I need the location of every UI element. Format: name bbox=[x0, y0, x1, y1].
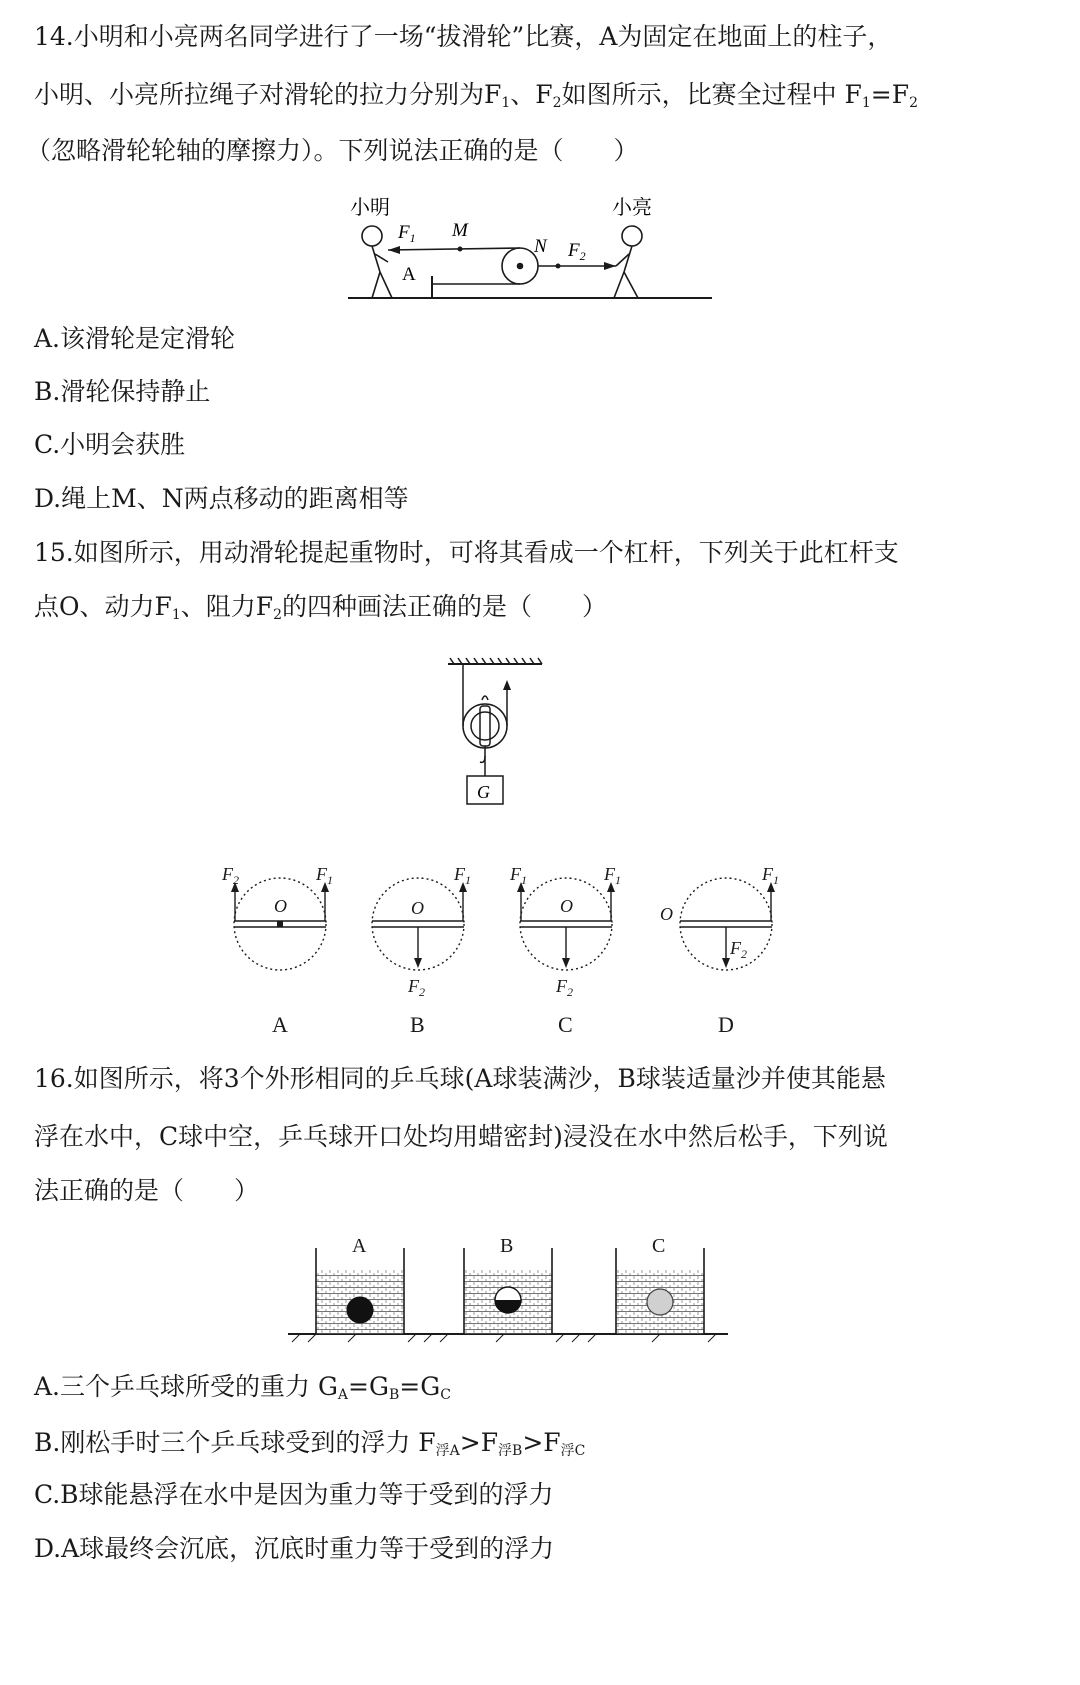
q14-a-label: A bbox=[402, 264, 416, 285]
q16-label-c: C bbox=[652, 1235, 666, 1257]
q14-option-a: A.该滑轮是定滑轮 bbox=[34, 324, 236, 353]
q16-opt-a-eq2: =G bbox=[399, 1372, 441, 1401]
q14-line-2 bbox=[34, 80, 918, 118]
q15-d-f1-label: $F_1$ bbox=[762, 864, 779, 887]
q14-line-3: （忽略滑轮轮轴的摩擦力）。下列说法正确的是（ ） bbox=[26, 136, 639, 165]
q14-text-a: 小明、小亮所拉绳子对滑轮的拉力分别为F bbox=[34, 80, 502, 109]
q14-figure bbox=[340, 196, 720, 316]
q14-option-c: C.小明会获胜 bbox=[34, 430, 186, 459]
q14-option-d: D.绳上M、N两点移动的距离相等 bbox=[34, 484, 409, 513]
q16-option-d: D.A球最终会沉底，沉底时重力等于受到的浮力 bbox=[34, 1534, 555, 1563]
q16-opt-b-sub-a: 浮A bbox=[435, 1443, 460, 1459]
q15-text-b: 、阻力F bbox=[180, 592, 274, 621]
q14-text-b: 、F bbox=[510, 80, 553, 109]
q16-opt-a-sub-c: C bbox=[440, 1387, 451, 1403]
q15-a-f1-label: $F_1$ bbox=[316, 864, 333, 887]
q16-label-a: A bbox=[352, 1235, 367, 1257]
q15-label-a: A bbox=[272, 1012, 288, 1037]
q15-label-b: B bbox=[410, 1012, 425, 1037]
q14-sub-3: 1 bbox=[861, 95, 871, 111]
q15-d-f2-label: $F_2$ bbox=[730, 938, 747, 961]
q15-sub-1: 1 bbox=[171, 607, 181, 623]
q14-text-c: 如图所示，比赛全过程中 F bbox=[561, 80, 862, 109]
q15-d-o-label: O bbox=[660, 904, 673, 924]
q15-b-f2-label: $F_2$ bbox=[408, 976, 425, 999]
q16-option-c: C.B球能悬浮在水中是因为重力等于受到的浮力 bbox=[34, 1480, 554, 1509]
q15-pulley-figure bbox=[440, 656, 550, 812]
q14-n-label: N bbox=[534, 236, 547, 257]
q14-f2-label: $F_2$ bbox=[568, 240, 586, 263]
q15-label-c: C bbox=[558, 1012, 573, 1037]
q15-b-f1-label: $F_1$ bbox=[454, 864, 471, 887]
q16-opt-a-sub-a: A bbox=[337, 1387, 349, 1403]
q15-line-1: 15.如图所示，用动滑轮提起重物时，可将其看成一个杠杆，下列关于此杠杆支 bbox=[34, 538, 899, 567]
q15-a-o-label: O bbox=[274, 896, 287, 916]
q15-sub-2: 2 bbox=[273, 607, 283, 623]
q16-option-b bbox=[34, 1428, 585, 1466]
q15-c-f1-right-label: $F_1$ bbox=[604, 864, 621, 887]
q16-line-2: 浮在水中，C球中空，乒乓球开口处均用蜡密封)浸没在水中然后松手，下列说 bbox=[34, 1122, 888, 1151]
q15-line-2 bbox=[34, 592, 607, 630]
q16-opt-a-sub-b: B bbox=[388, 1387, 400, 1403]
q14-sub-2: 2 bbox=[552, 95, 562, 111]
q14-left-person-label: 小明 bbox=[350, 197, 390, 219]
q14-text-d: =F bbox=[870, 80, 910, 109]
q15-a-f2-label: $F_2$ bbox=[222, 864, 239, 887]
q16-opt-a-text: A.三个乒乓球所受的重力 G bbox=[34, 1372, 338, 1401]
q15-label-d: D bbox=[718, 1012, 734, 1037]
q15-c-f2-label: $F_2$ bbox=[556, 976, 573, 999]
q16-opt-b-text: B.刚松手时三个乒乓球受到的浮力 F bbox=[34, 1428, 436, 1457]
q16-opt-b-sub-b: 浮B bbox=[498, 1443, 523, 1459]
q16-option-a bbox=[34, 1372, 451, 1410]
q16-opt-b-gt2: >F bbox=[522, 1428, 561, 1457]
q15-weight-label: G bbox=[477, 782, 490, 802]
q15-text-c: 的四种画法正确的是（ ） bbox=[282, 592, 608, 621]
q15-options-figure bbox=[218, 858, 798, 1038]
q14-option-b: B.滑轮保持静止 bbox=[34, 377, 211, 406]
q14-line-1: 14.小明和小亮两名同学进行了一场“拔滑轮”比赛，A为固定在地面上的柱子， bbox=[34, 22, 893, 51]
q16-line-3: 法正确的是（ ） bbox=[34, 1176, 260, 1205]
q15-b-o-label: O bbox=[411, 898, 424, 918]
q15-text-a: 点O、动力F bbox=[34, 592, 172, 621]
q16-figure bbox=[288, 1234, 728, 1354]
q15-c-o-label: O bbox=[560, 896, 573, 916]
q16-opt-a-eq1: =G bbox=[348, 1372, 389, 1401]
q16-label-b: B bbox=[500, 1235, 514, 1257]
q16-line-1: 16.如图所示，将3个外形相同的乒乓球(A球装满沙，B球装适量沙并使其能悬 bbox=[34, 1064, 886, 1093]
q14-right-person-label: 小亮 bbox=[612, 197, 652, 219]
q14-f1-label: $F_1$ bbox=[398, 222, 416, 245]
q14-sub-4: 2 bbox=[909, 95, 918, 111]
q14-m-label: M bbox=[452, 220, 468, 241]
q14-sub-1: 1 bbox=[501, 95, 511, 111]
q16-opt-b-gt1: >F bbox=[459, 1428, 499, 1457]
q16-opt-b-sub-c: 浮C bbox=[560, 1443, 586, 1459]
q15-c-f1-left-label: $F_1$ bbox=[510, 864, 527, 887]
